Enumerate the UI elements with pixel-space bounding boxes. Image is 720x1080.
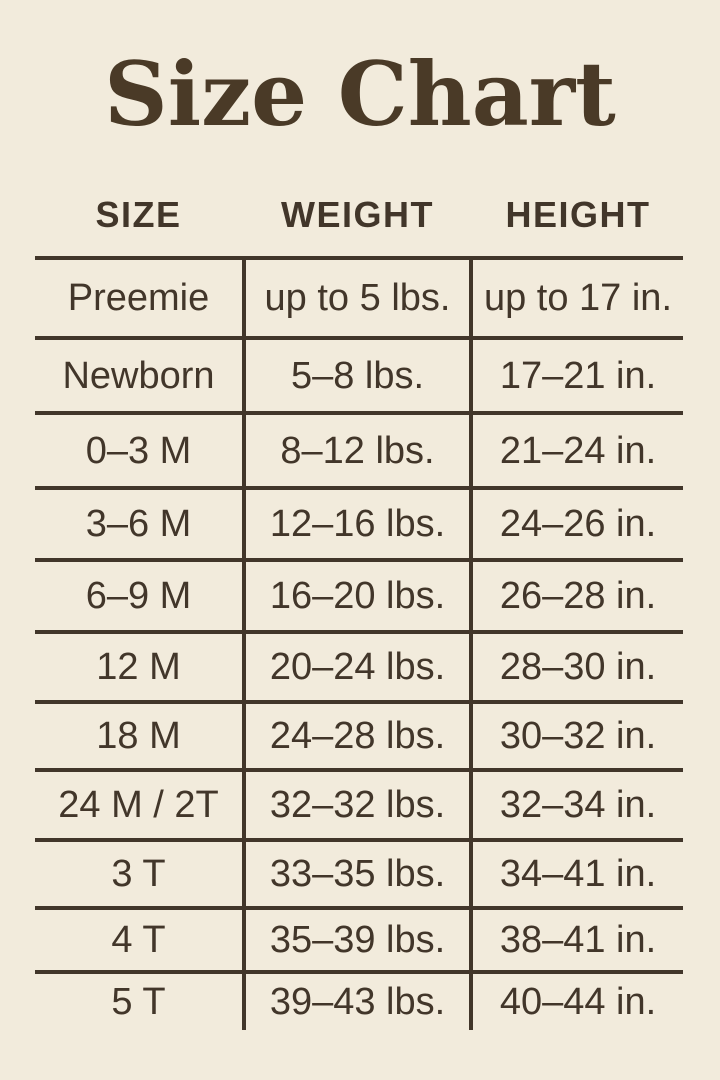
table-row (35, 700, 683, 768)
height-cell: 32–34 in. (499, 784, 657, 826)
weight-cell: 20–24 lbs. (242, 634, 473, 700)
height-cell: 17–21 in. (499, 354, 657, 397)
weight-cell: 35–39 lbs. (242, 910, 473, 970)
table-row (35, 256, 683, 336)
table-row (35, 486, 683, 558)
table-row (35, 768, 683, 838)
height-cell: 24–26 in. (499, 503, 657, 545)
column-header-weight: WEIGHT (281, 194, 434, 235)
weight-cell: 16–20 lbs. (242, 562, 473, 630)
height-cell: 21–24 in. (499, 429, 657, 472)
weight-cell: 12–16 lbs. (242, 490, 473, 558)
height-cell: 26–28 in. (499, 575, 657, 617)
size-cell: Newborn (62, 354, 215, 397)
size-cell: 3 T (111, 853, 166, 895)
table-header-row (35, 174, 685, 256)
weight-cell: 33–35 lbs. (242, 842, 473, 906)
table-row (35, 558, 683, 630)
size-cell: 3–6 M (85, 503, 192, 545)
size-cell: Preemie (67, 277, 210, 319)
column-header-size: SIZE (95, 194, 182, 235)
height-cell: 30–32 in. (499, 715, 657, 757)
size-cell: 4 T (111, 919, 166, 961)
page-title: Size Chart (104, 42, 616, 146)
table-row (35, 838, 683, 906)
table-row (35, 411, 683, 486)
column-header-height: HEIGHT (505, 194, 651, 235)
height-cell: 28–30 in. (499, 646, 657, 688)
size-cell: 0–3 M (85, 429, 192, 472)
weight-cell: 24–28 lbs. (242, 704, 473, 768)
weight-cell: 5–8 lbs. (242, 340, 473, 411)
weight-cell: up to 5 lbs. (242, 260, 473, 336)
size-cell: 12 M (96, 646, 181, 688)
weight-cell: 32–32 lbs. (242, 772, 473, 838)
table-row (35, 970, 683, 1030)
size-cell: 24 M / 2T (58, 784, 219, 826)
weight-cell: 39–43 lbs. (242, 974, 473, 1030)
table-row (35, 630, 683, 700)
height-cell: 34–41 in. (499, 853, 657, 895)
weight-cell: 8–12 lbs. (242, 415, 473, 486)
height-cell: 38–41 in. (499, 919, 657, 961)
height-cell: 40–44 in. (499, 981, 657, 1023)
size-cell: 6–9 M (85, 575, 192, 617)
table-row (35, 906, 683, 970)
size-cell: 5 T (111, 981, 166, 1023)
height-cell: up to 17 in. (483, 277, 673, 319)
table-row (35, 336, 683, 411)
size-cell: 18 M (96, 715, 181, 757)
size-table-body (35, 256, 683, 1030)
